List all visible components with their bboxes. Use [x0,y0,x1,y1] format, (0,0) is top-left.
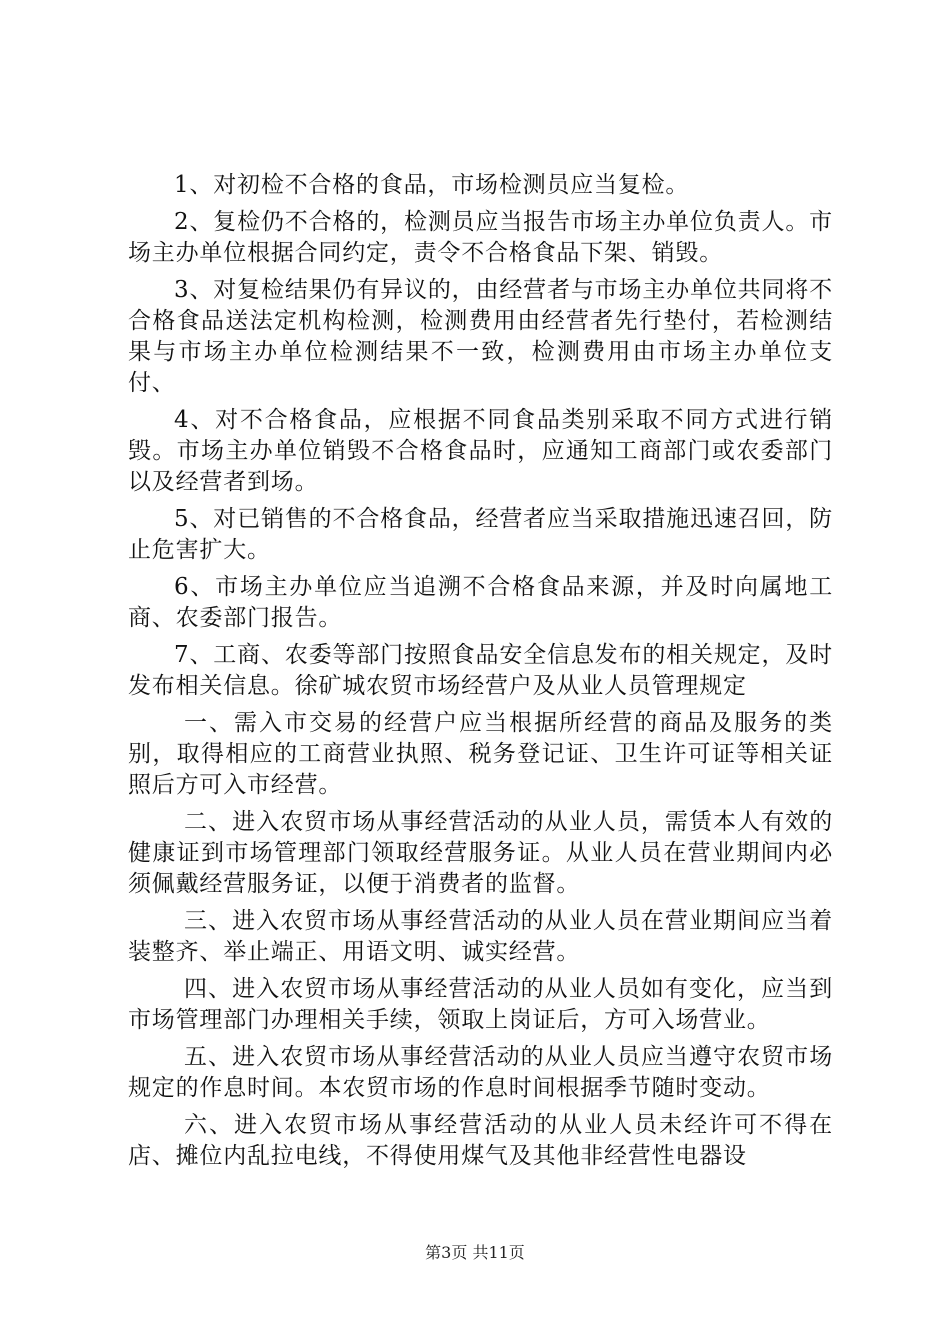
paragraph-9: 二、进入农贸市场从事经营活动的从业人员，需赁本人有效的健康证到市场管理部门领取经营服务证。从业人员在营业期间内必须佩戴经营服务证，以便于消费者的监督。 [128,809,833,897]
paragraph-7: 7、工商、农委等部门按照食品安全信息发布的相关规定，及时发布相关信息。徐矿城农贸市场经营户及从业人员管理规定 [128,642,833,699]
paragraph-2: 2、复检仍不合格的，检测员应当报告市场主办单位负责人。市场主办单位根据合同约定，责令不合格食品下架、销毁。 [128,209,833,266]
paragraph-5: 5、对已销售的不合格食品，经营者应当采取措施迅速召回，防止危害扩大。 [128,506,833,563]
paragraph-11: 四、进入农贸市场从事经营活动的从业人员如有变化，应当到市场管理部门办理相关手续，领取上岗证后，方可入场营业。 [128,976,833,1033]
paragraph-6: 6、市场主办单位应当追溯不合格食品来源，并及时向属地工商、农委部门报告。 [128,574,833,631]
paragraph-3: 3、对复检结果仍有异议的，由经营者与市场主办单位共同将不合格食品送法定机构检测，检测费用由经营者先行垫付，若检测结果与市场主办单位检测结果不一致，检测费用由市场主办单位支付、 [128,277,833,396]
document-body [128,170,833,1178]
paragraph-4: 4、对不合格食品，应根据不同食品类别采取不同方式进行销毁。市场主办单位销毁不合格食品时，应通知工商部门或农委部门以及经营者到场。 [128,407,833,495]
paragraph-1: 1、对初检不合格的食品，市场检测员应当复检。 [174,172,690,198]
paragraph-8: 一、需入市交易的经营户应当根据所经营的商品及服务的类别，取得相应的工商营业执照、税务登记证、卫生许可证等相关证照后方可入市经营。 [128,710,833,798]
paragraph-12: 五、进入农贸市场从事经营活动的从业人员应当遵守农贸市场规定的作息时间。本农贸市场的作息时间根据季节随时变动。 [128,1044,833,1101]
paragraph-13: 六、进入农贸市场从事经营活动的从业人员未经许可不得在店、摊位内乱拉电线，不得使用煤气及其他非经营性电器设 [128,1112,833,1169]
page-number-footer: 第3页 共11页 [425,1243,525,1262]
paragraph-10: 三、进入农贸市场从事经营活动的从业人员在营业期间应当着装整齐、举止端正、用语文明、诚实经营。 [128,908,833,965]
